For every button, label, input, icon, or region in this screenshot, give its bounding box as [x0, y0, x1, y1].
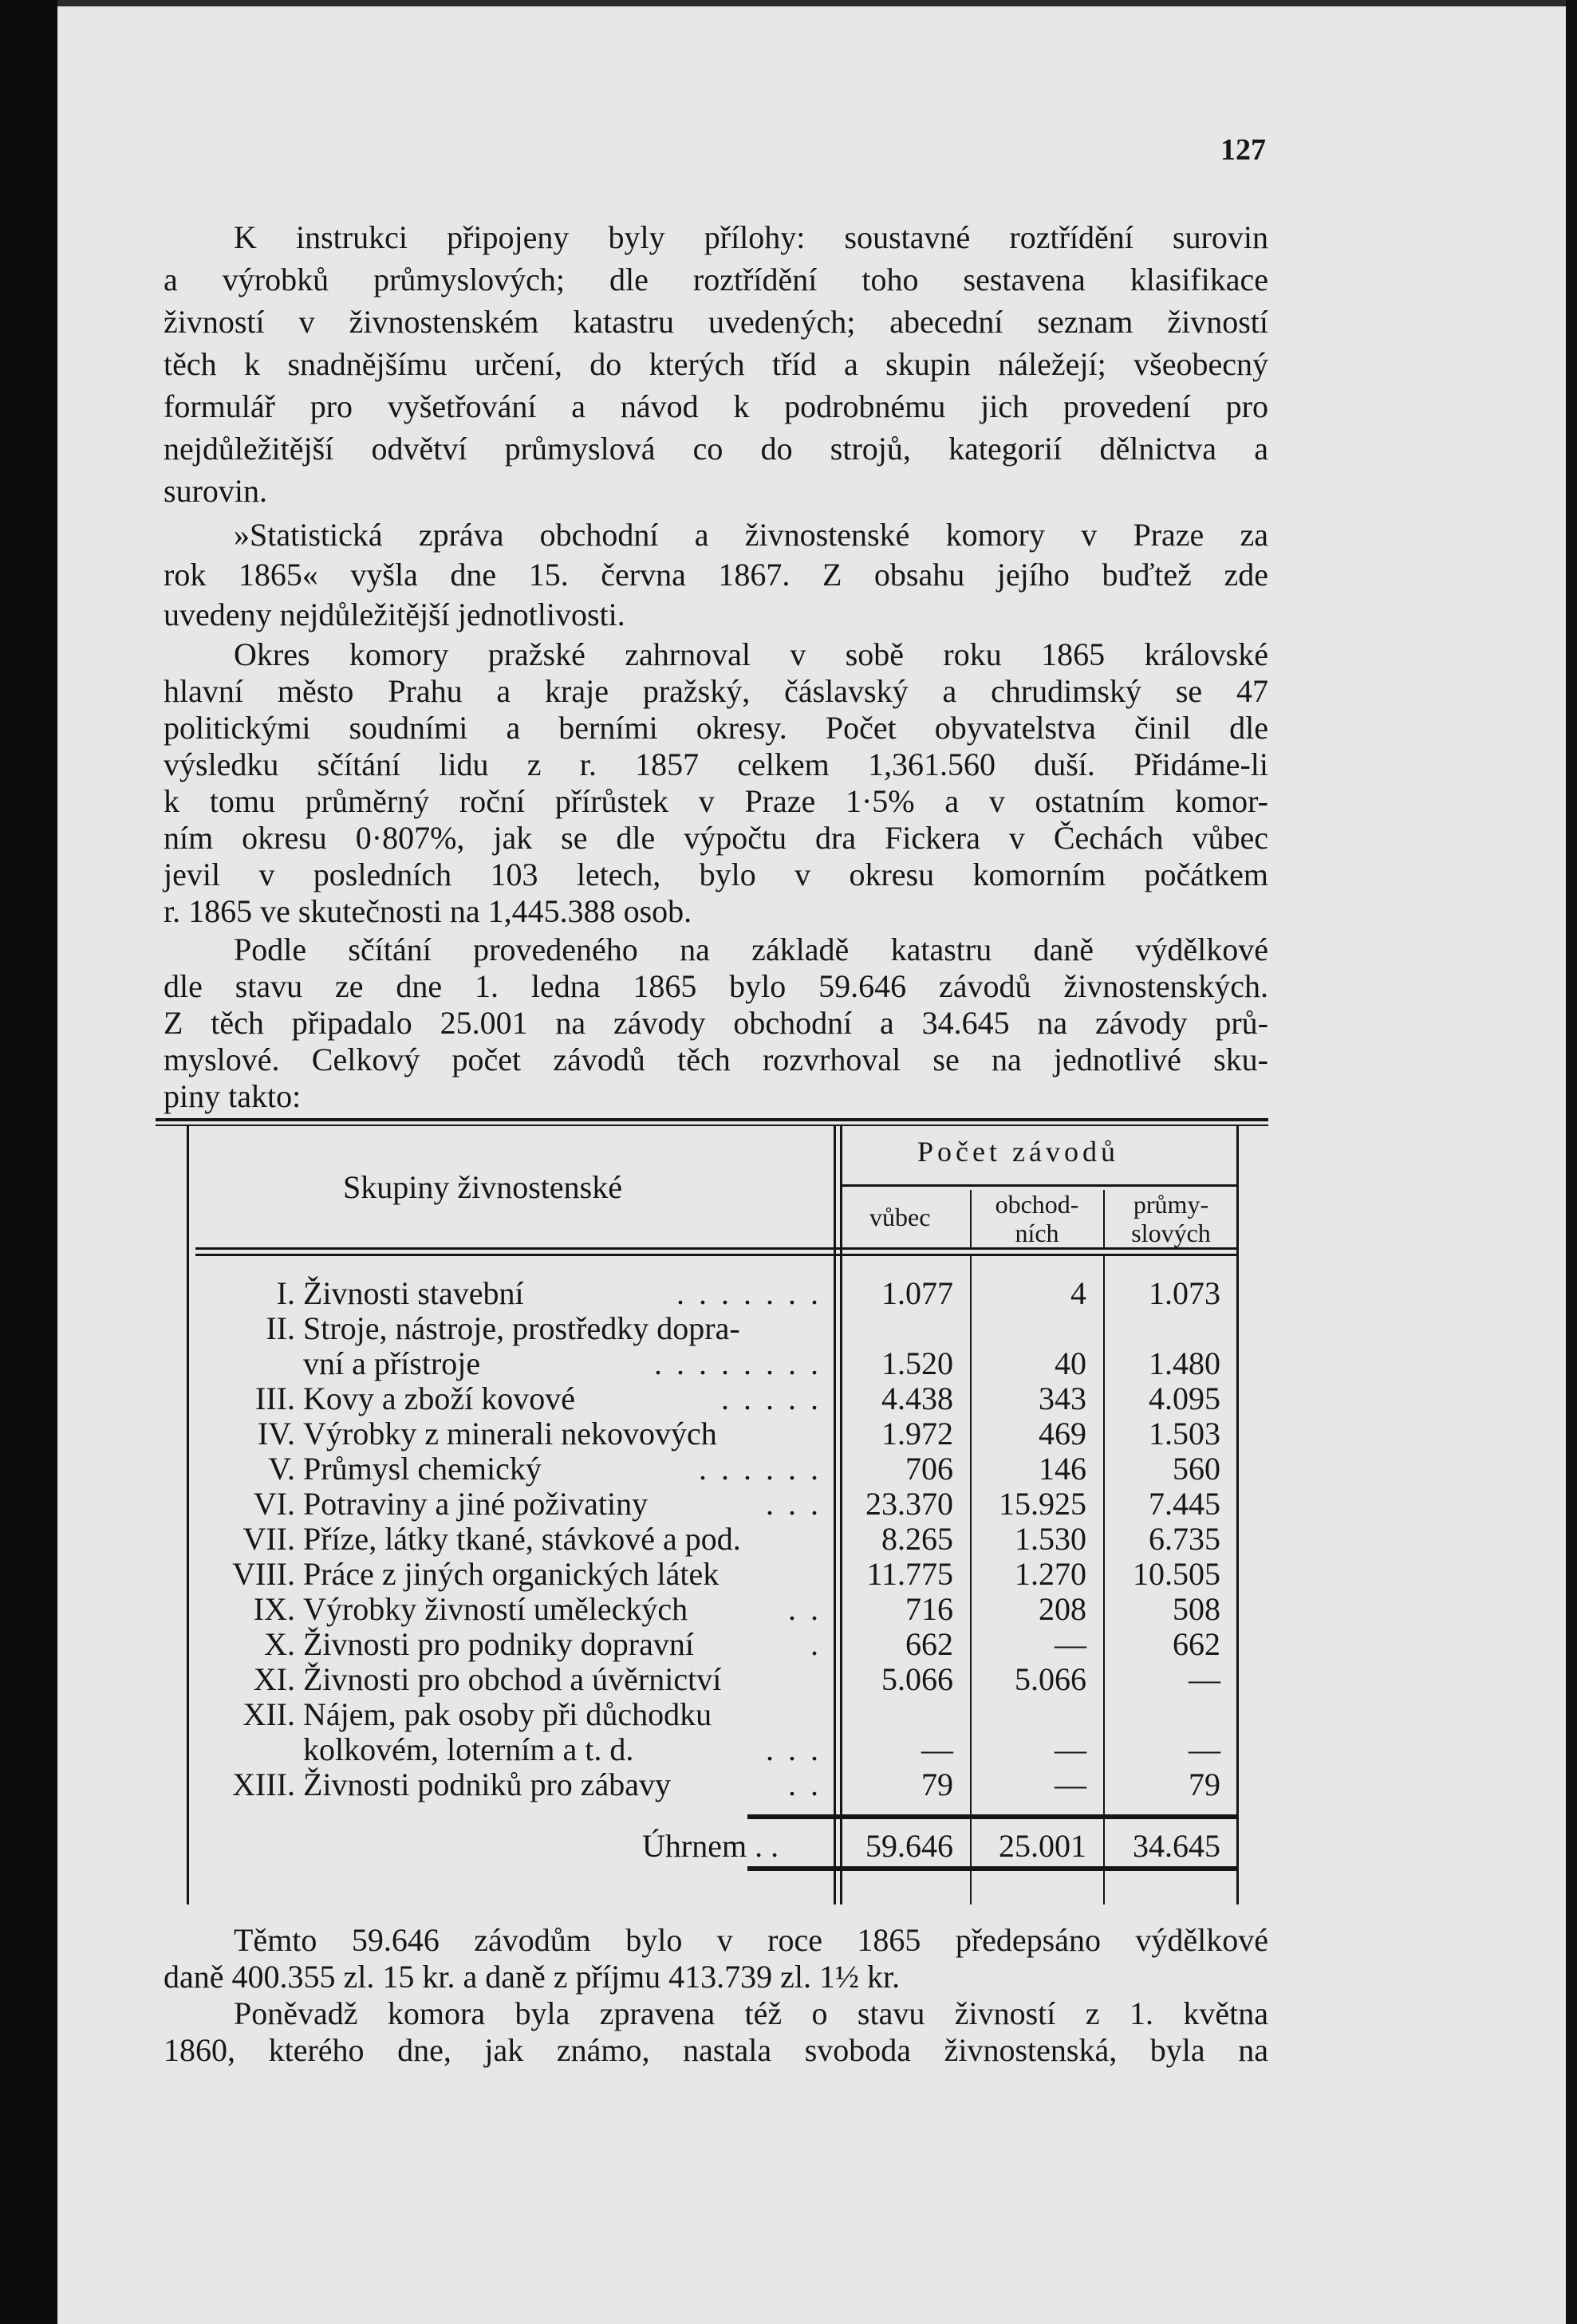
- text-line: dle stavu ze dne 1. ledna 1865 bylo 59.646 závodů živnostenských.: [164, 968, 1268, 1004]
- dot-leader: [721, 1662, 822, 1697]
- table-rule: [747, 1814, 1236, 1819]
- row-label: Práce z jiných organických látek: [303, 1556, 720, 1592]
- row-value: 469: [1039, 1416, 1086, 1452]
- row-label: Příze, látky tkané, stávkové a pod.: [303, 1521, 741, 1557]
- row-value: 11.775: [866, 1556, 953, 1592]
- total-prumyslovych: 34.645: [1133, 1828, 1220, 1864]
- row-value: 79: [1189, 1767, 1220, 1802]
- row-label-cell: [303, 1381, 822, 1416]
- row-label: Živnosti pro obchod a úvěrnictví: [303, 1661, 722, 1697]
- row-label: Stroje, nástroje, prostředky dopra-: [303, 1310, 740, 1346]
- row-numeral: XIII.: [232, 1767, 295, 1802]
- text-line: k tomu průměrný roční přírůstek v Praze 1·5% a v ostatním komor-: [164, 783, 1268, 819]
- table-rule: [195, 1247, 1236, 1250]
- table-row: [164, 1522, 1240, 1557]
- row-numeral: XI.: [253, 1661, 295, 1697]
- row-numeral: II.: [266, 1310, 295, 1346]
- subheader-line: ních: [1015, 1219, 1059, 1247]
- row-value: 8.265: [881, 1521, 953, 1557]
- table-rule: [1103, 1190, 1105, 1247]
- table-row: [164, 1452, 1240, 1487]
- subheader-prumyslovych: [1108, 1190, 1234, 1247]
- dot-leader: . . .: [766, 1731, 822, 1767]
- text-line: politickými soudními a berními okresy. Počet obyvatelstva činil dle: [164, 710, 1268, 746]
- row-label: kolkovém, loterním a t. d.: [303, 1731, 634, 1767]
- row-numeral: VII.: [242, 1521, 295, 1557]
- column-header-groups: Skupiny živnostenské: [343, 1169, 622, 1205]
- row-value: 7.445: [1149, 1486, 1220, 1522]
- row-value: 1.270: [1015, 1556, 1086, 1592]
- row-label-cell: [303, 1767, 822, 1802]
- text-line: nejdůležitější odvětví průmyslová co do strojů, kategorií dělnictva a: [164, 431, 1268, 467]
- row-label-cell: [303, 1416, 822, 1452]
- row-label-cell: [303, 1346, 822, 1381]
- table-rule: [747, 1866, 1236, 1871]
- text-line: Podle sčítání provedeného na základě katastru daně výdělkové: [234, 932, 1268, 967]
- row-label-cell: [303, 1697, 822, 1732]
- text-line: Těmto 59.646 závodům bylo v roce 1865 předepsáno výdělkové: [234, 1922, 1268, 1958]
- row-value: —: [1055, 1767, 1086, 1802]
- text-line: a výrobků průmyslových; dle roztřídění toho sestavena klasifikace: [164, 262, 1268, 297]
- dot-leader: . . .: [766, 1486, 822, 1522]
- dot-leader: . . . . .: [721, 1381, 822, 1416]
- dot-leader: . . . . . . . .: [654, 1345, 822, 1381]
- row-label-cell: [303, 1311, 822, 1346]
- text-line: ním okresu 0·807%, jak se dle výpočtu dra Fickera v Čechách vůbec: [164, 820, 1268, 856]
- text-line: formulář pro vyšetřování a návod k podrobnému jich provedení pro: [164, 388, 1268, 424]
- row-label: Živnosti podniků pro zábavy: [303, 1767, 672, 1802]
- subheader-line: obchod-: [995, 1190, 1079, 1219]
- paragraph: [164, 515, 1268, 635]
- row-value: 662: [1173, 1626, 1220, 1662]
- table-row: [164, 1311, 1240, 1346]
- paragraph: [164, 932, 1268, 1115]
- table-row: [164, 1767, 1240, 1802]
- table-row: [164, 1697, 1240, 1732]
- dot-leader: . . . . . . .: [676, 1275, 822, 1311]
- paragraph: [164, 216, 1268, 512]
- text-line: těch k snadnějšímu určení, do kterých tříd a skupin náležejí; všeobecný: [164, 346, 1268, 382]
- row-value: 15.925: [999, 1486, 1086, 1522]
- row-label: Výrobky živností uměleckých: [303, 1591, 688, 1627]
- dot-leader: .: [810, 1626, 822, 1662]
- text-line: »Statistická zpráva obchodní a živnostenské komory v Praze za: [234, 517, 1268, 553]
- row-numeral: XII.: [242, 1696, 295, 1732]
- row-label: vní a přístroje: [303, 1345, 481, 1381]
- text-line: surovin.: [164, 473, 267, 509]
- row-label-cell: [303, 1662, 822, 1697]
- row-numeral: I.: [276, 1275, 295, 1311]
- row-value: 1.077: [881, 1275, 953, 1311]
- row-label: Nájem, pak osoby při důchodku: [303, 1696, 712, 1732]
- row-label: Výrobky z minerali nekovových: [303, 1416, 717, 1452]
- row-value: 6.735: [1149, 1521, 1220, 1557]
- row-value: 1.503: [1149, 1416, 1220, 1452]
- row-value: 79: [921, 1767, 953, 1802]
- row-value: 4: [1070, 1275, 1086, 1311]
- text-line: Z těch připadalo 25.001 na závody obchodní a 34.645 na závody prů-: [164, 1005, 1268, 1041]
- table-rule: [195, 1254, 1236, 1256]
- row-numeral: IV.: [257, 1416, 295, 1452]
- scan-edge-top: [0, 0, 1577, 6]
- row-value: 343: [1039, 1381, 1086, 1416]
- dot-leader: [717, 1416, 822, 1452]
- dot-leader: [719, 1557, 822, 1592]
- table-rule: [156, 1125, 1268, 1126]
- row-value: 5.066: [1015, 1661, 1086, 1697]
- row-value: 662: [905, 1626, 953, 1662]
- dot-leader: . .: [788, 1767, 822, 1802]
- subheader-line: průmy-: [1133, 1190, 1209, 1219]
- row-value: —: [921, 1731, 953, 1767]
- row-label: Potraviny a jiné poživatiny: [303, 1486, 649, 1522]
- row-label: Kovy a zboží kovové: [303, 1381, 576, 1416]
- row-value: 4.095: [1149, 1381, 1220, 1416]
- row-value: 1.530: [1015, 1521, 1086, 1557]
- row-label-cell: [303, 1732, 822, 1767]
- table-row: [164, 1627, 1240, 1662]
- total-vubec: 59.646: [865, 1828, 953, 1864]
- row-numeral: III.: [255, 1381, 295, 1416]
- row-label-cell: [303, 1522, 822, 1557]
- row-numeral: VIII.: [232, 1556, 295, 1592]
- row-label-cell: [303, 1487, 822, 1522]
- table-rule: [156, 1118, 1268, 1121]
- row-value: 1.073: [1149, 1275, 1220, 1311]
- subheader-line: slových: [1131, 1219, 1211, 1247]
- subheader-vubec: vůbec: [869, 1203, 931, 1231]
- table-row: [164, 1276, 1240, 1311]
- text-line: uvedeny nejdůležitější jednotlivosti.: [164, 597, 625, 632]
- table-row: [164, 1487, 1240, 1522]
- row-value: 508: [1173, 1591, 1220, 1627]
- table-rule: [842, 1184, 1236, 1187]
- row-value: —: [1055, 1626, 1086, 1662]
- row-value: —: [1189, 1731, 1220, 1767]
- column-header-count: Počet závodů: [917, 1136, 1119, 1168]
- text-line: 1860, kterého dne, jak známo, nastala svoboda živnostenská, byla na: [164, 2032, 1268, 2068]
- row-value: 10.505: [1133, 1556, 1220, 1592]
- row-value: 23.370: [865, 1486, 953, 1522]
- row-label-cell: [303, 1452, 822, 1487]
- row-numeral: X.: [264, 1626, 295, 1662]
- row-value: 1.480: [1149, 1345, 1220, 1381]
- table-row-continuation: [164, 1732, 1240, 1767]
- row-value: 5.066: [881, 1661, 953, 1697]
- subheader-obchodnich: [975, 1190, 1099, 1247]
- text-line: piny takto:: [164, 1078, 302, 1114]
- table-row: [164, 1557, 1240, 1592]
- row-value: 40: [1055, 1345, 1086, 1381]
- text-line: Okres komory pražské zahrnoval v sobě roku 1865 královské: [234, 636, 1268, 672]
- text-line: rok 1865« vyšla dne 15. června 1867. Z obsahu jejího buďtež zde: [164, 557, 1268, 593]
- row-label: Živnosti stavební: [303, 1275, 524, 1311]
- row-label-cell: [303, 1627, 822, 1662]
- text-line: r. 1865 ve skutečnosti na 1,445.388 osob.: [164, 893, 692, 929]
- paragraph: [164, 1922, 1268, 2069]
- table-row: [164, 1662, 1240, 1697]
- row-numeral: VI.: [253, 1486, 295, 1522]
- text-line: myslové. Celkový počet závodů těch rozvrhoval se na jednotlivé sku-: [164, 1042, 1268, 1077]
- table-row: [164, 1381, 1240, 1416]
- table-row: [164, 1592, 1240, 1627]
- page-number: 127: [1220, 133, 1266, 167]
- row-label: Živnosti pro podniky dopravní: [303, 1626, 694, 1662]
- text-line: Poněvadž komora byla zpravena též o stavu živností z 1. května: [234, 1995, 1268, 2031]
- text-line: K instrukci připojeny byly přílohy: soustavné roztřídění surovin: [234, 219, 1268, 255]
- row-value: 208: [1039, 1591, 1086, 1627]
- scan-edge-right: [1566, 0, 1577, 2324]
- table-total-row: [164, 1829, 1240, 1864]
- text-line: živností v živnostenském katastru uvedených; abecední seznam živností: [164, 304, 1268, 340]
- row-value: 146: [1039, 1451, 1086, 1487]
- row-numeral: IX.: [253, 1591, 295, 1627]
- row-value: 1.972: [881, 1416, 953, 1452]
- paragraph: [164, 636, 1268, 930]
- dot-leader: . . . . . .: [699, 1451, 822, 1487]
- row-value: 716: [905, 1591, 953, 1627]
- text-line: výsledku sčítání lidu z r. 1857 celkem 1,361.560 duší. Přidáme-li: [164, 746, 1268, 782]
- dot-leader: [741, 1522, 822, 1557]
- row-label-cell: [303, 1276, 822, 1311]
- text-line: daně 400.355 zl. 15 kr. a daně z příjmu 413.739 zl. 1½ kr.: [164, 1959, 901, 1995]
- row-numeral: V.: [268, 1451, 295, 1487]
- row-value: —: [1055, 1731, 1086, 1767]
- row-label: Průmysl chemický: [303, 1451, 542, 1487]
- table-rule: [970, 1190, 972, 1247]
- row-label-cell: [303, 1557, 822, 1592]
- row-label-cell: [303, 1592, 822, 1627]
- dot-leader: . .: [788, 1591, 822, 1627]
- row-value: 4.438: [881, 1381, 953, 1416]
- text-line: jevil v posledních 103 letech, bylo v okresu komorním počátkem: [164, 857, 1268, 892]
- total-label: Úhrnem . .: [642, 1828, 779, 1864]
- scan-edge-left: [0, 0, 57, 2324]
- row-value: 1.520: [881, 1345, 953, 1381]
- table-row: [164, 1416, 1240, 1452]
- row-value: —: [1189, 1661, 1220, 1697]
- text-line: hlavní město Prahu a kraje pražský, čáslavský a chrudimský se 47: [164, 673, 1268, 709]
- row-value: 706: [905, 1451, 953, 1487]
- row-value: 560: [1173, 1451, 1220, 1487]
- table-row-continuation: [164, 1346, 1240, 1381]
- total-obchodnich: 25.001: [999, 1828, 1086, 1864]
